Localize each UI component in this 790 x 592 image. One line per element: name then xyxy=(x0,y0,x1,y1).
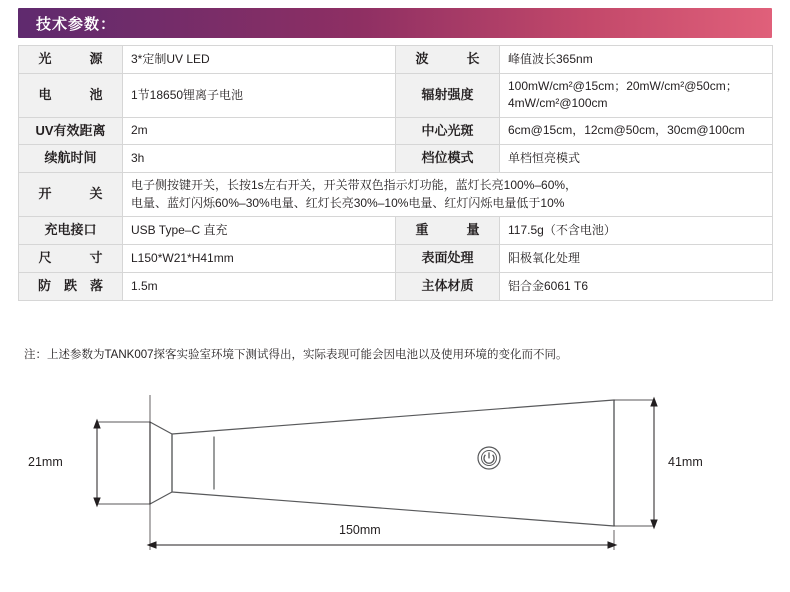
spec-label-light-source: 光 源 xyxy=(19,46,123,74)
spec-value-irradiance: 100mW/cm²@15cm；20mW/cm²@50cm；4mW/cm²@100cm xyxy=(500,73,773,117)
spec-value-mode: 单档恒亮模式 xyxy=(500,145,773,173)
switch-desc-line-1: 电子侧按键开关，长按1s左右开关，开关带双色指示灯功能，蓝灯长亮100%–60%， xyxy=(131,178,578,193)
spec-label-irradiance: 辐射强度 xyxy=(396,73,500,117)
spec-label-center-spot: 中心光斑 xyxy=(396,117,500,145)
header-bar xyxy=(18,8,772,38)
spec-value-switch xyxy=(123,173,773,217)
table-row xyxy=(19,46,773,74)
spec-label-uv-distance: UV有效距离 xyxy=(19,117,123,145)
spec-label-material: 主体材质 xyxy=(396,272,500,300)
product-technical-drawing xyxy=(0,375,790,575)
spec-value-dimensions: L150*W21*H41mm xyxy=(123,244,396,272)
table-row xyxy=(19,117,773,145)
specifications-table xyxy=(18,45,773,301)
spec-label-mode: 档位模式 xyxy=(396,145,500,173)
spec-value-uv-distance: 2m xyxy=(123,117,396,145)
spec-label-switch: 开 关 xyxy=(19,173,123,217)
dimension-label-length: 150mm xyxy=(339,523,381,537)
spec-label-wavelength: 波 长 xyxy=(396,46,500,74)
footnote: 注：上述参数为TANK007探客实验室环境下测试得出，实际表现可能会因电池以及使用环境的变化而不同。 xyxy=(24,349,568,361)
table-row xyxy=(19,272,773,300)
table-row xyxy=(19,145,773,173)
table-row xyxy=(19,73,773,117)
spec-value-center-spot: 6cm@15cm，12cm@50cm，30cm@100cm xyxy=(500,117,773,145)
spec-label-runtime: 续航时间 xyxy=(19,145,123,173)
spec-label-battery: 电 池 xyxy=(19,73,123,117)
dimension-label-height: 41mm xyxy=(668,455,703,469)
table-row-switch xyxy=(19,173,773,217)
spec-label-surface: 表面处理 xyxy=(396,244,500,272)
spec-value-charge-port: USB Type–C 直充 xyxy=(123,217,396,245)
spec-value-weight: 117.5g（不含电池） xyxy=(500,217,773,245)
spec-value-surface: 阳极氧化处理 xyxy=(500,244,773,272)
spec-value-material: 铝合金6061 T6 xyxy=(500,272,773,300)
switch-desc-line-2: 电量、蓝灯闪烁60%–30%电量、红灯长亮30%–10%电量、红灯闪烁电量低于10% xyxy=(131,195,565,210)
spec-value-runtime: 3h xyxy=(123,145,396,173)
spec-value-wavelength: 峰值波长365nm xyxy=(500,46,773,74)
spec-label-weight: 重 量 xyxy=(396,217,500,245)
dimension-label-width: 21mm xyxy=(28,455,63,469)
spec-value-drop-resistance: 1.5m xyxy=(123,272,396,300)
table-row xyxy=(19,244,773,272)
spec-value-battery: 1节18650锂离子电池 xyxy=(123,73,396,117)
table-row xyxy=(19,217,773,245)
spec-value-light-source: 3*定制UV LED xyxy=(123,46,396,74)
power-button-icon xyxy=(478,447,500,469)
spec-label-dimensions: 尺 寸 xyxy=(19,244,123,272)
spec-label-charge-port: 充电接口 xyxy=(19,217,123,245)
page-title: 技术参数： xyxy=(36,16,117,33)
spec-label-drop-resistance: 防 跌 落 xyxy=(19,272,123,300)
